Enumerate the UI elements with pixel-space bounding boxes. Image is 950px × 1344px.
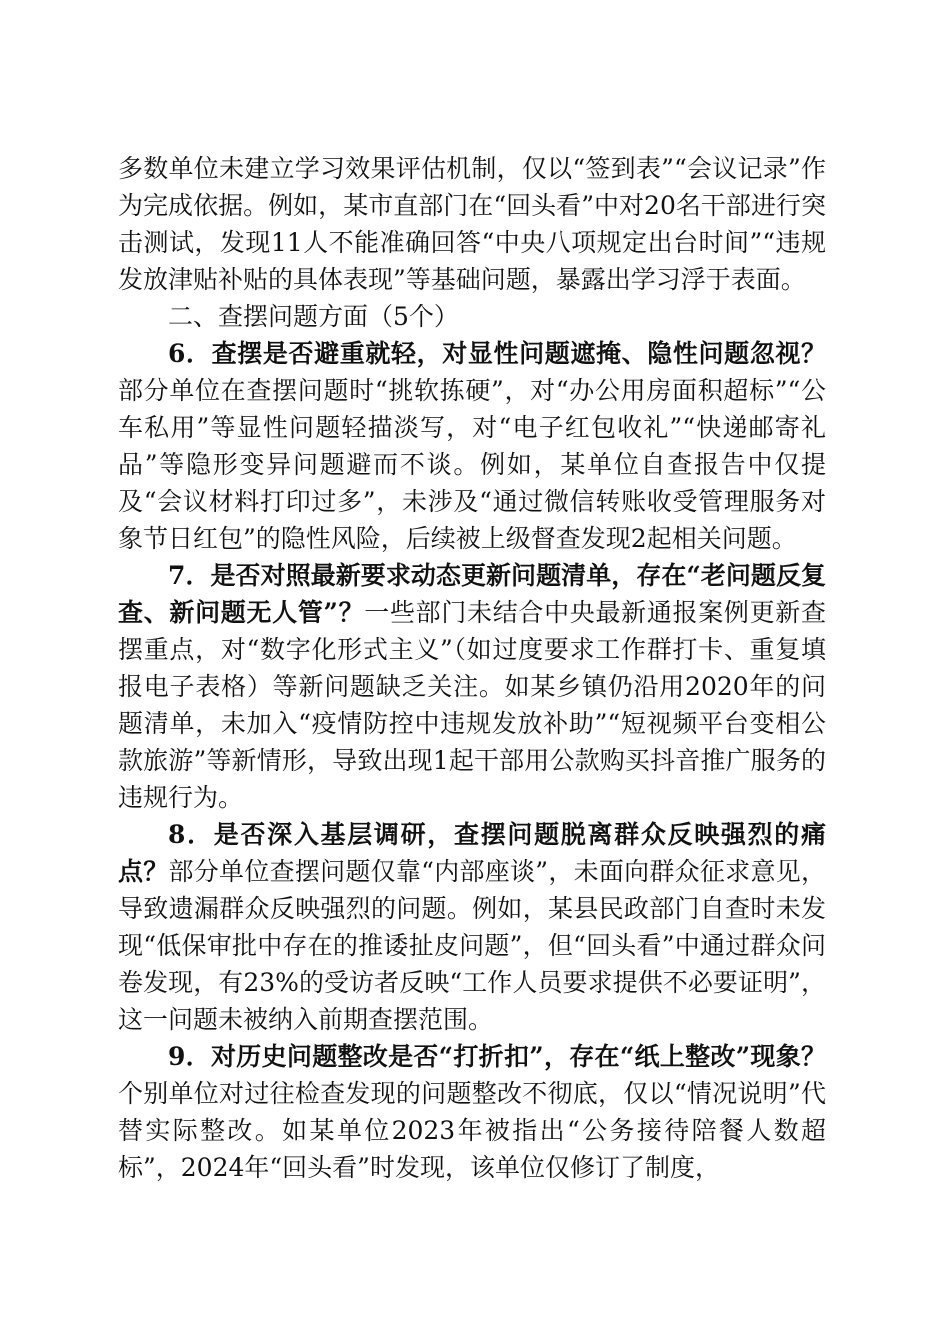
item-8-question: 8．是否深入基层调研，查摆问题脱离群众反映强烈的痛点？ [118, 820, 826, 886]
item-9 [118, 1038, 826, 1186]
section-heading-text: 二、查摆问题方面（5个） [168, 302, 459, 331]
item-8-body: 部分单位查摆问题仅靠“内部座谈”，未面向群众征求意见，导致遗漏群众反映强烈的问题。例如，某县民政部门自查时未发现“低保审批中存在的推诿扯皮问题”，但“回头看”中通过群众问卷发现，有23%的受访者反映“工作人员要求提供不必要证明”，这一问题未被纳入前期查摆范围。 [118, 857, 826, 1034]
item-7 [118, 557, 826, 816]
item-8 [118, 816, 826, 1038]
item-6 [118, 335, 826, 557]
document-page [118, 150, 826, 1186]
section-heading [118, 298, 826, 335]
paragraph-body: 多数单位未建立学习效果评估机制，仅以“签到表”“会议记录”作为完成依据。例如，某市直部门在“回头看”中对20名干部进行突击测试，发现11人不能准确回答“中央八项规定出台时间”“违规发放津贴补贴的具体表现”等基础问题，暴露出学习浮于表面。 [118, 154, 826, 294]
paragraph-learning-evaluation [118, 150, 826, 298]
item-7-body: 一些部门未结合中央最新通报案例更新查摆重点，对“数字化形式主义”（如过度要求工作群打卡、重复填报电子表格）等新问题缺乏关注。如某乡镇仍沿用2020年的问题清单，未加入“疫情防控中违规发放补助”“短视频平台变相公款旅游”等新情形，导致出现1起干部用公款购买抖音推广服务的违规行为。 [118, 598, 826, 812]
item-6-body: 部分单位在查摆问题时“挑软拣硬”，对“办公用房面积超标”“公车私用”等显性问题轻描淡写，对“电子红包收礼”“快递邮寄礼品”等隐形变异问题避而不谈。例如，某单位自查报告中仅提及“会议材料打印过多”，未涉及“通过微信转账收受管理服务对象节日红包”的隐性风险，后续被上级督查发现2起相关问题。 [118, 376, 826, 553]
item-7-question: 7．是否对照最新要求动态更新问题清单，存在“老问题反复查、新问题无人管”？ [118, 561, 826, 627]
item-6-question: 6．查摆是否避重就轻，对显性问题遮掩、隐性问题忽视？ [168, 339, 826, 368]
item-9-body: 个别单位对过往检查发现的问题整改不彻底，仅以“情况说明”代替实际整改。如某单位2023年被指出“公务接待陪餐人数超标”，2024年“回头看”时发现，该单位仅修订了制度， [118, 1079, 826, 1182]
item-9-question: 9．对历史问题整改是否“打折扣”，存在“纸上整改”现象？ [168, 1042, 826, 1071]
